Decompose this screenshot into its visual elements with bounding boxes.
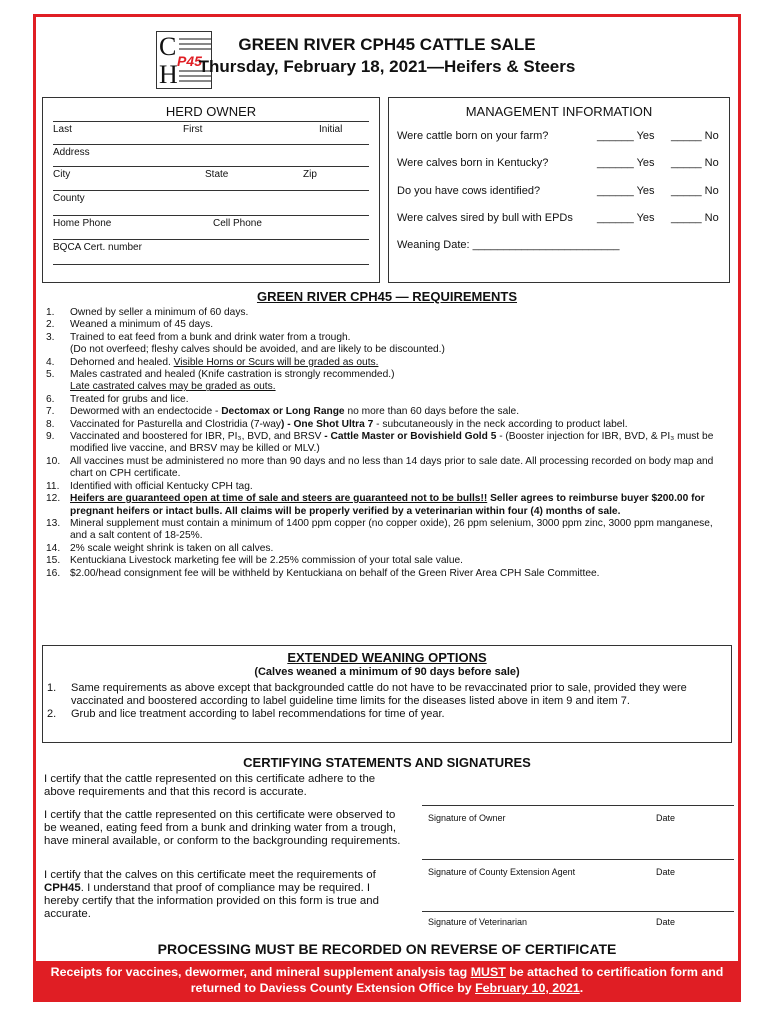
list-item: 6. Treated for grubs and lice. bbox=[46, 393, 189, 405]
no-blank[interactable]: _____ No bbox=[671, 185, 719, 197]
zip-label: Zip bbox=[303, 169, 317, 180]
statement-vet: I certify that the calves on this certificate meet the requirements of CPH45. I understand that proof of compliance may be required. I hereby certify that the information provided on this form is true and accurate. bbox=[44, 869, 379, 920]
logo-letter-h: H bbox=[159, 60, 178, 89]
list-item: 14. 2% scale weight shrink is taken on all calves. bbox=[46, 542, 274, 554]
statement-agent: I certify that the cattle represented on this certificate were observed to be weaned, eating feed from a bunk and drinking water from a trough, have mineral available, or conform to the backgrounding requirements. bbox=[44, 809, 401, 847]
herd-owner-heading: HERD OWNER bbox=[165, 104, 257, 119]
first-label: First bbox=[183, 124, 203, 135]
question-born-kentucky: Were calves born in Kentucky? bbox=[397, 157, 549, 169]
address-label: Address bbox=[53, 147, 90, 158]
weaning-date-field[interactable]: Weaning Date: ________________________ bbox=[397, 239, 620, 251]
list-item: 15. Kentuckiana Livestock marketing fee will be 2.25% commission of your total sale value. bbox=[46, 555, 463, 567]
list-item: 1. Same requirements as above except that backgrounded cattle do not have to be revaccinated prior to sale, provided they were vaccinated and boostered according to label guideline time limits for the diseases listed above in item 9 and item 7. bbox=[47, 682, 687, 707]
list-item: 3. Trained to eat feed from a bunk and drink water from a trough. (Do not overfeed; fleshy calves should be avoided, and are likely to be discounted.) bbox=[46, 331, 445, 356]
statement-owner: I certify that the cattle represented on this certificate adhere to the above requirements and that this record is accurate. bbox=[44, 773, 376, 798]
yes-blank[interactable]: ______ Yes bbox=[597, 212, 655, 224]
agent-signature-line[interactable] bbox=[422, 859, 734, 860]
last-label: Last bbox=[53, 124, 72, 135]
state-label: State bbox=[205, 169, 229, 180]
question-born-on-farm: Were cattle born on your farm? bbox=[397, 130, 549, 142]
bqca-label: BQCA Cert. number bbox=[53, 242, 142, 253]
receipts-banner: Receipts for vaccines, dewormer, and mineral supplement analysis tag MUST be attached to certification form and returned to Daviess County Extension Office by February 10, 2021. bbox=[36, 961, 738, 999]
page-title: GREEN RIVER CPH45 CATTLE SALE bbox=[238, 35, 536, 54]
list-item: 7. Dewormed with an endectocide - Dectomax or Long Range no more than 60 days before the sale. bbox=[46, 406, 520, 418]
cell-phone-label: Cell Phone bbox=[213, 218, 262, 229]
no-blank[interactable]: _____ No bbox=[671, 130, 719, 142]
logo-text-line bbox=[179, 80, 211, 82]
requirements-heading: GREEN RIVER CPH45 — REQUIREMENTS bbox=[256, 289, 518, 304]
county-line bbox=[53, 190, 369, 191]
page-subtitle: Thursday, February 18, 2021—Heifers & Steers bbox=[198, 57, 576, 76]
bqca-line bbox=[53, 239, 369, 240]
list-item: 2. Weaned a minimum of 45 days. bbox=[46, 319, 214, 331]
list-item: 9. Vaccinated and boostered for IBR, PI₃, BVD, and BRSV - Cattle Master or Bovishield Gold 5 - (Booster injection for IBR, BVD, & PI₃ must be modified live vaccine, and BRSV may be killed or MLV.) bbox=[46, 431, 714, 455]
management-heading: MANAGEMENT INFORMATION bbox=[465, 104, 653, 119]
home-phone-label: Home Phone bbox=[53, 218, 112, 229]
list-item: 16. $2.00/head consignment fee will be withheld by Kentuckiana on behalf of the Green River Area CPH Sale Committee. bbox=[46, 567, 600, 579]
initial-label: Initial bbox=[319, 124, 343, 135]
date-label: Date bbox=[656, 813, 676, 823]
requirements-list bbox=[46, 307, 732, 580]
owner-signature-label: Signature of Owner bbox=[428, 813, 506, 823]
management-info-box bbox=[388, 97, 730, 283]
city-label: City bbox=[53, 169, 71, 180]
list-item: 10. All vaccines must be administered no more than 90 days and no less than 14 days prior to sale date. All processing recorded on body map and chart on CPH certificate. bbox=[46, 455, 714, 480]
logo-number: P45 bbox=[177, 53, 202, 69]
owner-signature-line[interactable] bbox=[422, 805, 734, 806]
list-item: 13. Mineral supplement must contain a minimum of 1400 ppm copper (no copper oxide), 26 ppm selenium, 3000 ppm zinc, 3000 ppm manganese, and a salt content of 18-25%. bbox=[46, 517, 713, 542]
vet-signature-label: Signature of Veterinarian bbox=[428, 917, 528, 927]
question-cows-identified: Do you have cows identified? bbox=[397, 185, 541, 197]
no-blank[interactable]: _____ No bbox=[671, 157, 719, 169]
extended-heading: EXTENDED WEANING OPTIONS bbox=[287, 650, 487, 665]
list-item: 11. Identified with official Kentucky CPH tag. bbox=[46, 480, 253, 492]
certifying-heading: CERTIFYING STATEMENTS AND SIGNATURES bbox=[243, 755, 531, 770]
yes-blank[interactable]: ______ Yes bbox=[597, 130, 655, 142]
herd-owner-box bbox=[42, 97, 380, 283]
list-item: 1. Owned by seller a minimum of 60 days. bbox=[46, 307, 249, 318]
list-item: 12. Heifers are guaranteed open at time of sale and steers are guaranteed not to be bulls!! Seller agrees to reimburse buyer $200.00 for pregnant heifers or intact bulls. All claims will be properly verified by a veterinarian within four (4) months of sale. bbox=[46, 493, 705, 517]
name-line bbox=[53, 121, 369, 122]
list-item: 8. Vaccinated for Pasturella and Clostridia (7-way) - One Shot Ultra 7 - subcutaneously in the neck according to product label. bbox=[46, 418, 628, 430]
no-blank[interactable]: _____ No bbox=[671, 212, 719, 224]
logo-letter-c: C bbox=[159, 32, 177, 61]
list-item: 4. Dehorned and healed. Visible Horns or Scurs will be graded as outs. bbox=[46, 356, 379, 368]
extended-subheading: (Calves weaned a minimum of 90 days before sale) bbox=[254, 666, 520, 678]
question-sired-epds: Were calves sired by bull with EPDs bbox=[397, 212, 573, 224]
agent-signature-label: Signature of County Extension Agent bbox=[428, 867, 576, 877]
yes-blank[interactable]: ______ Yes bbox=[597, 157, 655, 169]
list-item: 5. Males castrated and healed (Knife castration is strongly recommended.) Late castrated calves may be graded as outs. bbox=[46, 369, 395, 393]
certificate-frame bbox=[33, 14, 741, 1002]
bqca-entry-line bbox=[53, 264, 369, 265]
city-line bbox=[53, 166, 369, 167]
yes-blank[interactable]: ______ Yes bbox=[597, 185, 655, 197]
extended-list bbox=[47, 682, 727, 721]
list-item: 2. Grub and lice treatment according to label recommendations for time of year. bbox=[47, 708, 445, 720]
phone-line bbox=[53, 215, 369, 216]
date-label: Date bbox=[656, 917, 676, 927]
extended-weaning-box bbox=[42, 645, 732, 743]
address-line bbox=[53, 144, 369, 145]
county-label: County bbox=[53, 193, 85, 204]
date-label: Date bbox=[656, 867, 676, 877]
vet-signature-line[interactable] bbox=[422, 911, 734, 912]
processing-notice: PROCESSING MUST BE RECORDED ON REVERSE OF CERTIFICATE bbox=[157, 941, 617, 957]
